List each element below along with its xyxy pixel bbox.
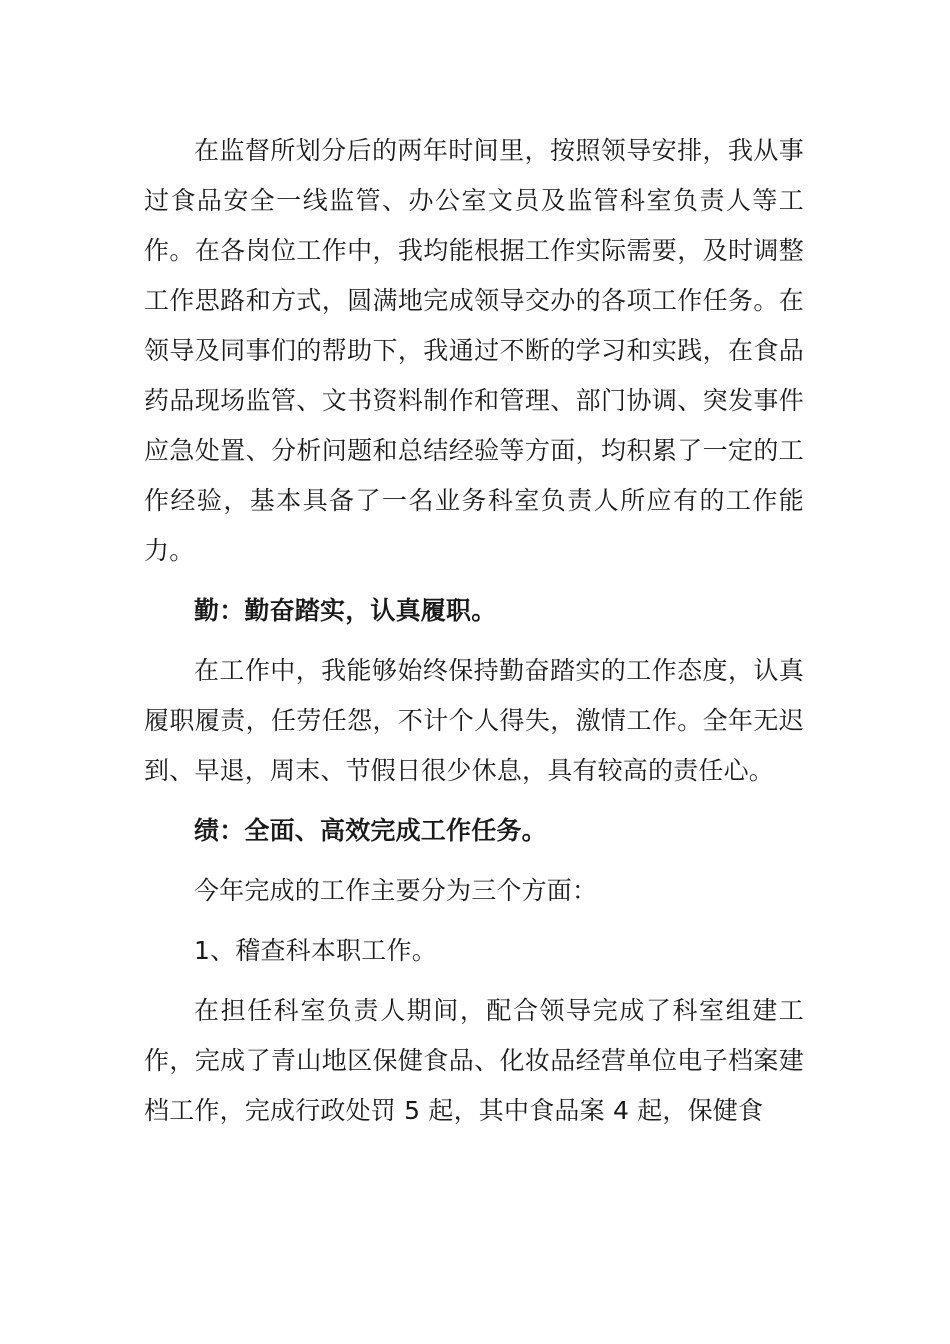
document-body bbox=[144, 126, 804, 1146]
paragraph-diligence: 在工作中，我能够始终保持勤奋踏实的工作态度，认真履职履责，任劳任怨，不计个人得失，激情工作。全年无迟到、早退，周末、节假日很少休息，具有较高的责任心。 bbox=[144, 656, 804, 785]
heading-achievements: 绩：全面、高效完成工作任务。 bbox=[194, 816, 547, 845]
paragraph-inspection-details: 在担任科室负责人期间，配合领导完成了科室组建工作，完成了青山地区保健食品、化妆品经营单位电子档案建档工作，完成行政处罚 5 起，其中食品案 4 起，保健食 bbox=[144, 996, 804, 1125]
paragraph-work-experience: 在监督所划分后的两年时间里，按照领导安排，我从事过食品安全一线监管、办公室文员及监管科室负责人等工作。在各岗位工作中，我均能根据工作实际需要，及时调整工作思路和方式，圆满地完成领导交办的各项工作任务。在领导及同事们的帮助下，我通过不断的学习和实践，在食品药品现场监管、文书资料制作和管理、部门协调、突发事件应急处置、分析问题和总结经验等方面，均积累了一定的工作经验，基本具备了一名业务科室负责人所应有的工作能力。 bbox=[144, 136, 804, 565]
heading-diligence: 勤：勤奋踏实，认真履职。 bbox=[194, 596, 497, 625]
list-item-inspection-work: 1、稽查科本职工作。 bbox=[194, 936, 437, 965]
paragraph-achievements-intro: 今年完成的工作主要分为三个方面： bbox=[194, 876, 598, 905]
